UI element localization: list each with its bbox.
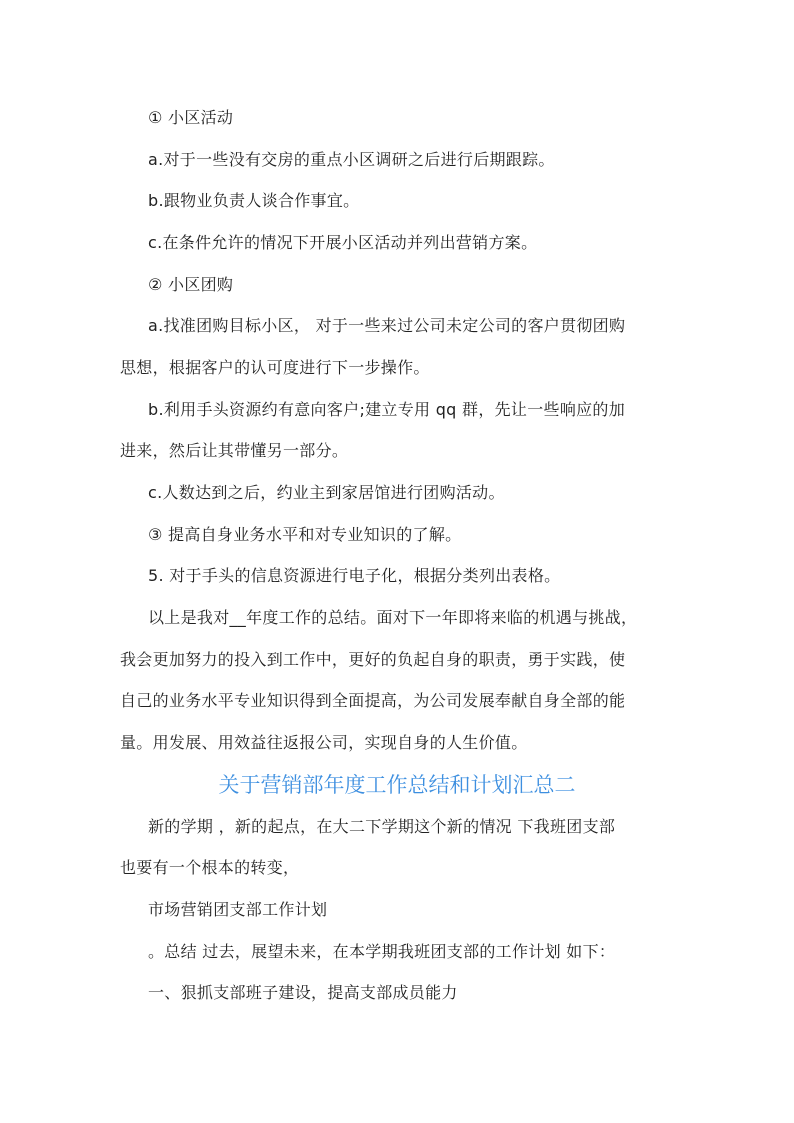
paragraph: b.利用手头资源约有意向客户;建立专用 qq 群，先让一些响应的加	[148, 400, 626, 419]
paragraph: 也要有一个根本的转变，	[120, 858, 300, 877]
paragraph: 5. 对于手头的信息资源进行电子化，根据分类列出表格。	[148, 566, 561, 585]
paragraph: 一、狠抓支部班子建设，提高支部成员能力	[148, 983, 458, 1002]
paragraph: 自己的业务水平专业知识得到全面提高，为公司发展奉献自身全部的能	[120, 691, 626, 710]
list-item-group-buying: ② 小区团购	[148, 275, 234, 294]
paragraph: b.跟物业负责人谈合作事宜。	[148, 191, 360, 210]
paragraph: 新的学期 ，新的起点，在大二下学期这个新的情况 下我班团支部	[148, 817, 616, 836]
paragraph: 思想，根据客户的认可度进行下一步操作。	[120, 358, 430, 377]
paragraph: a.找准团购目标小区， 对于一些来过公司未定公司的客户贯彻团购	[148, 316, 626, 335]
paragraph: 市场营销团支部工作计划	[148, 900, 328, 919]
paragraph: 量。用发展、用效益往返报公司，实现自身的人生价值。	[120, 733, 528, 752]
list-item-community-activity: ① 小区活动	[148, 108, 234, 127]
paragraph: 。总结 过去，展望未来，在本学期我班团支部的工作计划 如下：	[148, 942, 616, 961]
paragraph: c.人数达到之后，约业主到家居馆进行团购活动。	[148, 483, 505, 502]
paragraph: 进来，然后让其带懂另一部分。	[120, 441, 349, 460]
list-item-skills: ③ 提高自身业务水平和对专业知识的了解。	[148, 525, 462, 544]
paragraph: 以上是我对__年度工作的总结。面对下一年即将来临的机遇与挑战，	[148, 608, 638, 627]
paragraph: 我会更加努力的投入到工作中，更好的负起自身的职责，勇于实践，使	[120, 650, 626, 669]
paragraph: a.对于一些没有交房的重点小区调研之后进行后期跟踪。	[148, 150, 555, 169]
section-heading: 关于营销部年度工作总结和计划汇总二	[218, 773, 576, 797]
paragraph: c.在条件允许的情况下开展小区活动并列出营销方案。	[148, 233, 538, 252]
